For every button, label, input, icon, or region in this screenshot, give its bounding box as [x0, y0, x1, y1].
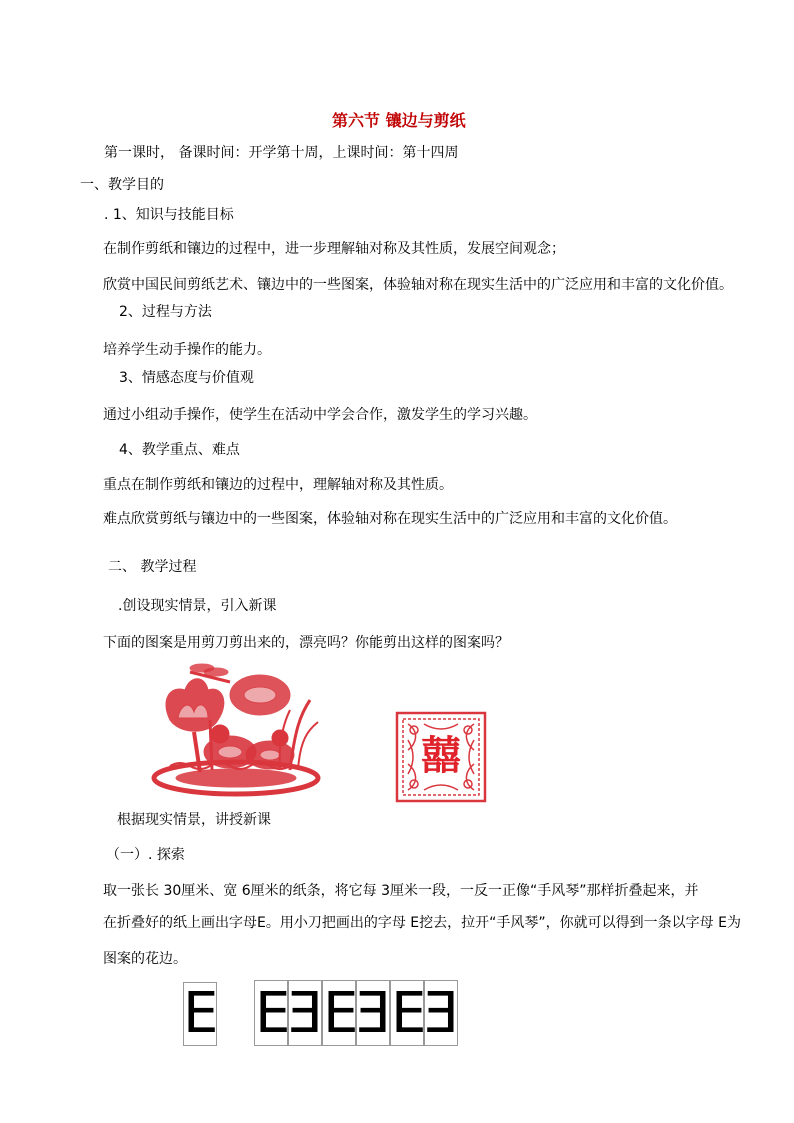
explore-text-line-3: 图案的花边。 [103, 951, 187, 967]
objective-4-heading: 4、教学重点、难点 [119, 442, 240, 458]
explore-text-line-2: 在折叠好的纸上画出字母E。用小刀把画出的字母 E挖去，拉开“手风琴”，你就可以得到一条以字母 E为 [103, 915, 741, 931]
strip-letter-mirrored: E [287, 981, 323, 1046]
objective-1-heading: . 1、知识与技能目标 [104, 207, 234, 223]
process-step-1-heading: .创设现实情景，引入新课 [118, 598, 277, 614]
objective-2-text: 培养学生动手操作的能力。 [103, 342, 271, 358]
section-2-heading: 二、 教学过程 [108, 559, 197, 575]
explore-text-line-1: 取一张长 30厘米、宽 6厘米的纸条，将它每 3厘米一段，一反一正像“手风琴”那样折叠起来，并 [103, 883, 699, 899]
lotus-papercut-image [150, 660, 322, 798]
difficult-point-text: 难点欣赏剪纸与镶边中的一些图案，体验轴对称在现实生活中的广泛应用和丰富的文化价值。 [103, 511, 677, 527]
objective-1-text-a: 在制作剪纸和镶边的过程中，进一步理解轴对称及其性质，发展空间观念； [103, 241, 565, 257]
e-border-strip-figure [254, 980, 458, 1046]
letter-e: E [183, 981, 219, 1046]
explore-heading: （一）. 探索 [106, 847, 185, 863]
objective-2-heading: 2、过程与方法 [119, 304, 212, 320]
strip-letter: E [323, 981, 359, 1046]
process-intro-text: 下面的图案是用剪刀剪出来的，漂亮吗？你能剪出这样的图案吗？ [103, 635, 509, 651]
strip-letter: E [391, 981, 427, 1046]
objective-1-text-b: 欣赏中国民间剪纸艺术、镶边中的一些图案，体验轴对称在现实生活中的广泛应用和丰富的文化价值。 [103, 277, 733, 293]
strip-letter-mirrored: E [423, 981, 459, 1046]
double-happiness-papercut-image [394, 710, 488, 804]
strip-cell-6 [424, 980, 458, 1046]
strip-letter: E [255, 981, 291, 1046]
teach-new-lesson-text: 根据现实情景，讲授新课 [117, 812, 271, 828]
strip-cell-5 [390, 980, 427, 1046]
strip-cell-4 [356, 980, 390, 1046]
objective-3-heading: 3、情感态度与价值观 [119, 370, 254, 386]
section-1-heading: 一、教学目的 [80, 177, 164, 193]
strip-cell-2 [288, 980, 322, 1046]
strip-cell-1 [254, 980, 291, 1046]
lesson-meta: 第一课时， 备课时间：开学第十周，上课时间：第十四周 [104, 145, 459, 161]
objective-3-text: 通过小组动手操作，使学生在活动中学会合作，激发学生的学习兴趣。 [103, 407, 537, 423]
single-letter-e-figure [183, 982, 217, 1046]
page-title: 第六节 镶边与剪纸 [332, 111, 466, 130]
key-point-text: 重点在制作剪纸和镶边的过程中，理解轴对称及其性质。 [103, 477, 453, 493]
double-happiness-character: 囍 [421, 733, 461, 779]
strip-letter-mirrored: E [355, 981, 391, 1046]
strip-cell-3 [322, 980, 359, 1046]
